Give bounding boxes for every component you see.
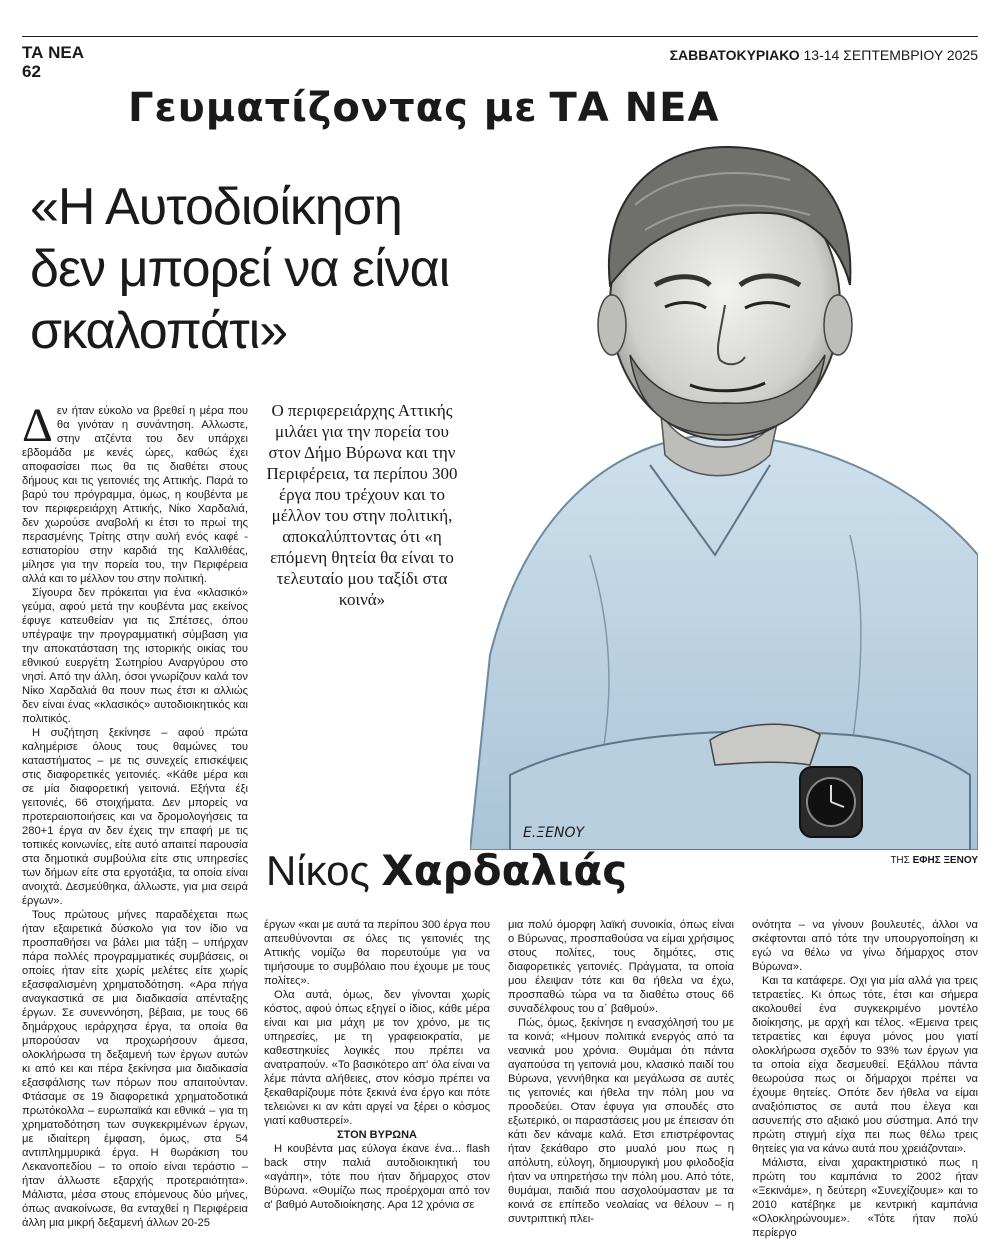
- credit-name: ΕΦΗΣ ΞΕΝΟΥ: [912, 855, 978, 866]
- header-rule: [22, 36, 978, 37]
- series-title: [128, 85, 720, 131]
- section-subhead: ΣΤΟΝ ΒΥΡΩΝΑ: [336, 1129, 417, 1141]
- headline-line: «Η Αυτοδιοίκηση: [30, 178, 402, 236]
- paragraph: Και τα κατάφερε. Οχι για μία αλλά για τρεις τετραετίες. Κι όπως τότε, έτσι και σήμερα ακολουθεί ένα συγκεκριμένο μοντέλο διοίκησης, με αρχή και τέλος. «Εμεινα τρεις τετραετίες και έφυγα μόνος μου γιατί ολοκλήρωσα σχεδόν το 93% των έργων για τα οποία είχα δεσμευθεί. Εξάλλου πάντα θεωρούσα πως οι δήμαρχοι πρέπει να έχουμε θητείες. Οπότε δεν ήθελα να είμαι αναξιόπιστος σε αυτά που έλεγα και ασυνεπής στο αξιακό μου σύστημα. Από την πρώτη στιγμή είχα πει πως θέλω τρεις θητείες για να κάνω αυτά που χρειάζονται».: [752, 975, 978, 1155]
- artist-signature: Ε.ΞΕΝΟΥ: [523, 825, 585, 841]
- credit-prefix: ΤΗΣ: [890, 855, 910, 866]
- body-column-2: [264, 918, 490, 1212]
- issue-date: 13-14 ΣΕΠΤΕΜΒΡΙΟΥ 2025: [803, 47, 978, 63]
- interviewee-name: [266, 846, 628, 895]
- first-name: Νίκος: [266, 847, 370, 894]
- drop-cap: Δ: [22, 399, 53, 452]
- headline-line: σκαλοπάτι»: [30, 302, 288, 360]
- paragraph: έργων «και με αυτά τα περίπου 300 έργα που απευθύνονται σε όλες τις γειτονιές της Αττικής νομίζω θα πορευτούμε για να τιμήσουμε το συμβόλαιο που έχουμε με τους πολίτες».: [264, 919, 490, 987]
- paragraph: Ολα αυτά, όμως, δεν γίνονται χωρίς κόστος, αφού όπως εξηγεί ο ίδιος, κάθε μέρα είναι και μια μάχη με τον χρόνο, με τις υπηρεσίες, με τη γραφειοκρατία, με καθεστηκυίες λογικές που πρέπει να ανατραπούν. «Το βασικότερο απ' όλα είναι να λέμε πάντα αλήθειες, στον κόσμο πρέπει να ξεκαθαρίζουμε πότε ξεκινά ένα έργο και πότε τελειώνει κι αν κάτι αργεί να ξέρει ο κόσμος γιατί καθυστερεί».: [264, 989, 490, 1127]
- paragraph: Πώς, όμως, ξεκίνησε η ενασχόλησή του με τα κοινά; «Ημουν πολιτικά ενεργός από τα νεανικά μου χρόνια. Θυμάμαι ότι πάντα αγαπούσα τη γειτονιά μου, κλασικό παιδί του Βύρωνα, γεννήθηκα και μεγάλωσα σε αυτές τις γειτονιές και ήθελα την πόλη μου να προοδεύει. Οταν έφυγα για σπουδές στο εξωτερικό, οι παραστάσεις μου με έπεισαν ότι κάτι δεν κάναμε καλά. Ετσι επιστρέφοντας ήταν ξεκάθαρο στο μυαλό μου πως η απόλυτη, εύλογη, δημιουργική μου φιλοδοξία ήταν να υπηρετήσω την πόλη μου. Από τότε, θυμάμαι, παιδιά που ασχολούμασταν με τα κοινά σε επίπεδο νεολαίας να θέλουν – η συντριπτική πλει-: [508, 1017, 734, 1225]
- edition-label: ΣΑΒΒΑΤΟΚΥΡΙΑΚΟ: [669, 47, 800, 63]
- last-name: Χαρδαλιάς: [381, 846, 628, 895]
- body-column-1: [22, 399, 248, 1230]
- paragraph: Σίγουρα δεν πρόκειται για ένα «κλασικό» γεύμα, αφού μετά την κουβέντα μας εκείνος έφυγε κατευθείαν για τις Σπέτσες, όπου υπέγραψε την προγραμματική σύμβαση για την αποκατάσταση της ιστορικής οικίας του εθνικού ευεργέτη Σωτηρίου Αναργύρου στο νησί. Από την άλλη, όσοι γνωρίζουν καλά τον Νίκο Χαρδαλιά θα πουν πως έτσι κι αλλιώς δεν είναι ένας «κλασικός» αυτοδιοικητικός και πολιτικός.: [22, 587, 248, 725]
- paragraph-text: εν ήταν εύκολο να βρεθεί η μέρα που θα γινόταν η συνάντηση. Αλλωστε, στην ατζέντα του δεν υπάρχει εβδομάδα με κενές ώρες, καθώς έχει αποφασίσει πως θα τις διαθέτει στους δήμους και τις γειτονιές της Αττικής. Παρά το βαρύ του πρόγραμμα, όμως, η κουβέντα με τον περιφερειάρχη Αττικής, Νίκο Χαρδαλιά, δεν χωρούσε αναβολή κι έτσι το πρωί της περασμένης Τρίτης στην αυλή ενός καφέ - εστιατορίου στην καρδιά της Καλλιθέας, μίλησε για την πορεία του, την Περιφέρεια αλλά και το μέλλον του στην πολιτική.: [22, 405, 248, 585]
- series-brand: ΤΑ ΝΕΑ: [549, 85, 720, 131]
- headline-line: δεν μπορεί να είναι: [30, 240, 450, 298]
- illustration-credit: [890, 856, 978, 866]
- lede: Ο περιφερειάρχης Αττικής μιλάει για την πορεία του στον Δήμο Βύρωνα και την Περιφέρεια, τα περίπου 300 έργα που τρέχουν και το μέλλον του στην πολιτική, αποκαλύπτοντας ότι «η επόμενη θητεία θα είναι το τελευταίο μου ταξίδι στα κοινά»: [266, 401, 458, 609]
- paragraph: μια πολύ όμορφη λαϊκή συνοικία, όπως είναι ο Βύρωνας, προσπαθούσα να είμαι χρήσιμος στους πολίτες, τους δημότες, στις διαφορετικές γειτονιές. Πράγματα, τα οποία μου έλειψαν τότε και θα ήθελα να έχω, προσπαθώ τώρα να τα διαθέτω στους 66 συναδέλφους του α΄ βαθμού».: [508, 919, 734, 1015]
- paragraph: ονότητα – να γίνουν βουλευτές, άλλοι να σκέφτονται από τότε την υπουργοποίηση κι εγώ να θέλω να γίνω δήμαρχος στον Βύρωνα».: [752, 919, 978, 973]
- paragraph: Μάλιστα, είναι χαρακτηριστικό πως η πρώτη του καμπάνια το 2002 ήταν «Ξεκινάμε», η δεύτερη «Συνεχίζουμε» και το 2010 κατέβηκε με κεντρική καμπάνια «Ολοκληρώνουμε». «Τότε ήταν πολύ περίεργο: [752, 1157, 978, 1239]
- paragraph: [22, 399, 248, 586]
- portrait-illustration: [470, 135, 978, 850]
- body-column-3: [508, 918, 734, 1226]
- series-label: Γευματίζοντας με: [128, 85, 538, 131]
- dateline: [670, 48, 978, 62]
- portrait-drawing: [470, 135, 978, 850]
- paragraph: Τους πρώτους μήνες παραδέχεται πως ήταν εξαιρετικά δύσκολο για τον ίδιο να προσπαθήσει να βάλει μια τάξη – υπήρχαν πάρα πολλές προγραμματικές συμβάσεις, οι οποίες ήταν είτε χωρίς μελέτες είτε χωρίς εξασφαλισμένη χρηματοδότηση. «Αρα πήγα αναγκαστικά σε μια διαδικασία απένταξης έργων. Σε συνεννόηση, βέβαια, με τους 66 δημάρχους ιεράρχησα έργα, τα οποία θα μπορούσαν να προχωρήσουν άμεσα, ολοκλήρωσα τη δεξαμενή των έργων αυτών κι από κει και πέρα ξεκίνησα μια διαδικασία εξασφάλισης των πόρων που απαιτούνταν. Φτάσαμε σε 19 διαφορετικά χρηματοδοτικά πρωτόκολλα – ευρωπαϊκά και εθνικά – για τη χρηματοδότηση των συγκεκριμένων έργων, με ιδιαίτερη έμφαση, όμως, στα 54 αντιπλημμυρικά έργα. Η θωράκιση του Λεκανοπεδίου – το οποίο είναι τεράστιο – ήταν άλλωστε εξαρχής προτεραιότητα». Μάλιστα, μέσα στους επόμενους δύο μήνες, όπως ανακοίνωσε, θα ενταχθεί η Περιφέρεια άλλη μια μικρή δεξαμενή άλλων 20-25: [22, 909, 248, 1229]
- page-number: 62: [22, 62, 41, 81]
- body-column-4: [752, 918, 978, 1240]
- paragraph: Η κουβέντα μας εύλογα έκανε ένα... flash back στην παλιά αυτοδιοικητική του «αγάπη», τότε που ήταν δήμαρχος στον Βύρωνα. «Θυμίζω πως προέρχομαι από τον α' βαθμό Αυτοδιοίκησης. Αρα 12 χρόνια σε: [264, 1143, 490, 1211]
- paper-name: ΤΑ ΝΕΑ: [22, 43, 85, 62]
- paragraph: Η συζήτηση ξεκίνησε – αφού πρώτα καλημέρισε όλους τους θαμώνες του καταστήματος – με τις συνεχείς επισκέψεις στις διαφορετικές γειτονιές. «Κάθε μέρα και σε μία διαφορετική γειτονιά. Εξήντα έξι γειτονιές, 66 στοιχήματα. Δεν μπορείς να προτεραιοποιήσεις και να δρομολογήσεις τα 280+1 έργα αν δεν έχεις την επαφή με τις τοπικές κοινωνίες, είτε αυτό απαιτεί παρουσία στα δημοτικά συμβούλια είτε στις υπηρεσίες των δήμων είτε στα εργοτάξια, τα οποία είναι ανοιχτά. Δεσμεύθηκα, άλλωστε, για μια σειρά έργων».: [22, 727, 248, 907]
